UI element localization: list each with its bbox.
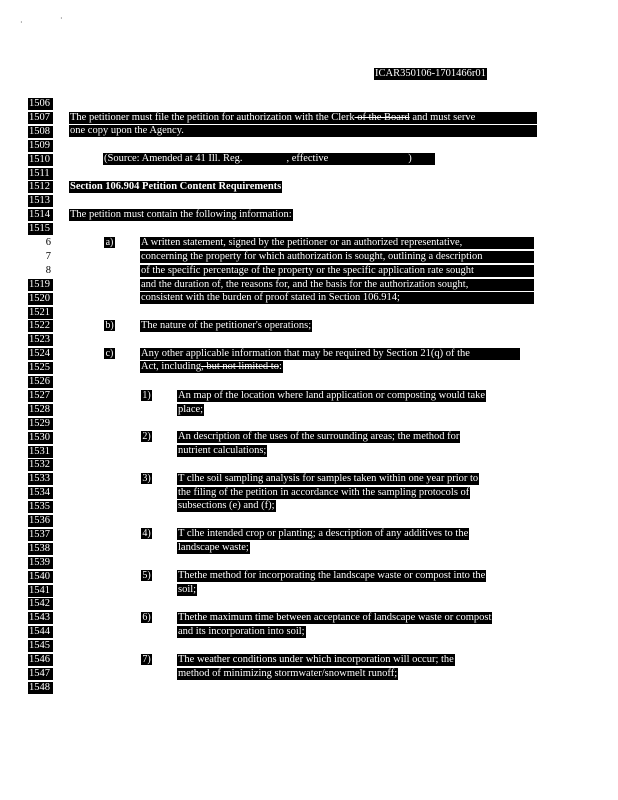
text-run: ) [408, 153, 412, 164]
item-c-line [140, 361, 283, 373]
line-number: 1513 [28, 195, 53, 207]
item-a-line: concerning the property for which authorization is sought, outlining a description [140, 251, 534, 263]
line-number: 1514 [28, 209, 53, 221]
line-number: 1520 [28, 293, 53, 305]
line-number: 1542 [28, 598, 53, 610]
line-number: 1537 [28, 529, 53, 541]
line-number: 1528 [28, 404, 53, 416]
text-run: : [278, 361, 282, 372]
subitem-line: Thethe method for incorporating the landscape waste or compost into the [178, 570, 486, 581]
line-number: 6 [45, 237, 51, 248]
line-number: 1539 [28, 557, 53, 569]
source-note [103, 153, 435, 165]
line-number: 1545 [28, 640, 53, 652]
item-c-line: Any other applicable information that may be required by Section 21(q) of the [140, 348, 520, 360]
deleted-text: , but not limited to [201, 361, 279, 372]
line-number: 1508 [28, 126, 53, 138]
subitem-line: landscape waste; [178, 541, 249, 553]
body-line [69, 112, 537, 124]
subitem-line: Thethe maximum time between acceptance of landscape waste or compost [178, 612, 492, 623]
subitem-label: 3) [142, 473, 151, 484]
subitem-line: the filing of the petition in accordance with the sampling protocols of [178, 486, 470, 498]
line-number: 1521 [28, 307, 53, 319]
line-number: 7 [45, 250, 51, 262]
line-number: 1535 [28, 501, 53, 513]
subitem-label: 2) [142, 431, 151, 442]
line-number: 1546 [28, 654, 53, 666]
item-label-a: a) [105, 237, 114, 248]
scan-mark: · [60, 14, 63, 23]
item-a-line: consistent with the burden of proof stated in Section 106.914; [140, 292, 534, 304]
line-number: 1530 [28, 432, 53, 444]
subitem-line: An map of the location where land application or composting would take [178, 390, 486, 401]
item-label-b: b) [105, 320, 114, 331]
line-number: 1511 [28, 168, 53, 180]
line-number: 1523 [28, 334, 53, 346]
subitem-line: T clhe soil sampling analysis for samples taken within one year prior to [178, 473, 479, 484]
line-number: 1510 [28, 154, 53, 166]
subitem-line: The weather conditions under which incorporation will occur; the [178, 654, 454, 665]
scan-mark: · [20, 18, 23, 27]
item-b-text: The nature of the petitioner's operations; [141, 320, 312, 331]
line-number: 8 [45, 264, 51, 276]
body-line: one copy upon the Agency. [69, 125, 537, 137]
subitem-label: 5) [142, 570, 151, 581]
text-run: (Source: Amended at 41 Ill. Reg. [104, 153, 243, 164]
item-label-c: c) [105, 348, 114, 359]
text-run: , effective [286, 153, 329, 164]
line-number: 1519 [28, 279, 53, 291]
line-number: 1509 [28, 140, 53, 152]
item-a-line: of the specific percentage of the property or the specific application rate sought [140, 265, 534, 277]
subitem-label: 6) [142, 612, 151, 623]
subitem-line: and its incorporation into soil; [178, 625, 305, 637]
deleted-text: of the Board [354, 112, 410, 123]
text-run: Act, including [141, 361, 202, 372]
line-number: 1536 [28, 515, 53, 527]
line-number: 1543 [28, 612, 53, 624]
subitem-line: nutrient calculations; [178, 444, 267, 456]
line-number: 1529 [28, 418, 53, 430]
text-run: and must serve [409, 112, 476, 123]
line-number: 1522 [28, 320, 53, 332]
item-a-line: and the duration of, the reasons for, and the basis for the authorization sought, [140, 279, 534, 291]
subitem-line: subsections (e) and (f); [178, 500, 275, 511]
line-number: 1547 [28, 668, 53, 680]
subitem-line: method of minimizing stormwater/snowmelt runoff; [178, 667, 398, 679]
line-number: 1541 [28, 585, 53, 597]
document-id: ICAR350106-1701466r01 [375, 68, 486, 79]
subitem-line: soil; [178, 583, 197, 595]
line-number: 1544 [28, 626, 53, 638]
line-number: 1512 [28, 181, 53, 193]
line-number: 1525 [28, 362, 53, 374]
text-run: The petitioner must file the petition for authorization with the Clerk [70, 112, 355, 123]
line-number: 1506 [28, 98, 53, 110]
line-number: 1524 [28, 348, 53, 360]
line-number: 1540 [28, 571, 53, 583]
subitem-line: place; [178, 403, 204, 415]
subitem-label: 1) [142, 390, 151, 401]
subitem-line: T clhe intended crop or planting; a description of any additives to the [178, 528, 469, 539]
line-number: 1534 [28, 487, 53, 499]
line-number: 1538 [28, 543, 53, 555]
line-number: 1515 [28, 223, 53, 235]
line-number: 1527 [28, 390, 53, 402]
subitem-label: 7) [142, 654, 151, 665]
intro-text: The petition must contain the following information: [70, 209, 292, 220]
subitem-label: 4) [142, 528, 151, 539]
line-number: 1526 [28, 376, 53, 388]
item-a-line: A written statement, signed by the petitioner or an authorized representative, [140, 237, 534, 249]
line-number: 1548 [28, 682, 53, 694]
section-heading: Section 106.904 Petition Content Requirements [70, 181, 282, 192]
line-number: 1532 [28, 459, 53, 471]
line-number: 1507 [28, 112, 53, 124]
subitem-line: An description of the uses of the surrounding areas; the method for [178, 431, 460, 442]
line-number: 1531 [28, 446, 53, 458]
line-number: 1533 [28, 473, 53, 485]
